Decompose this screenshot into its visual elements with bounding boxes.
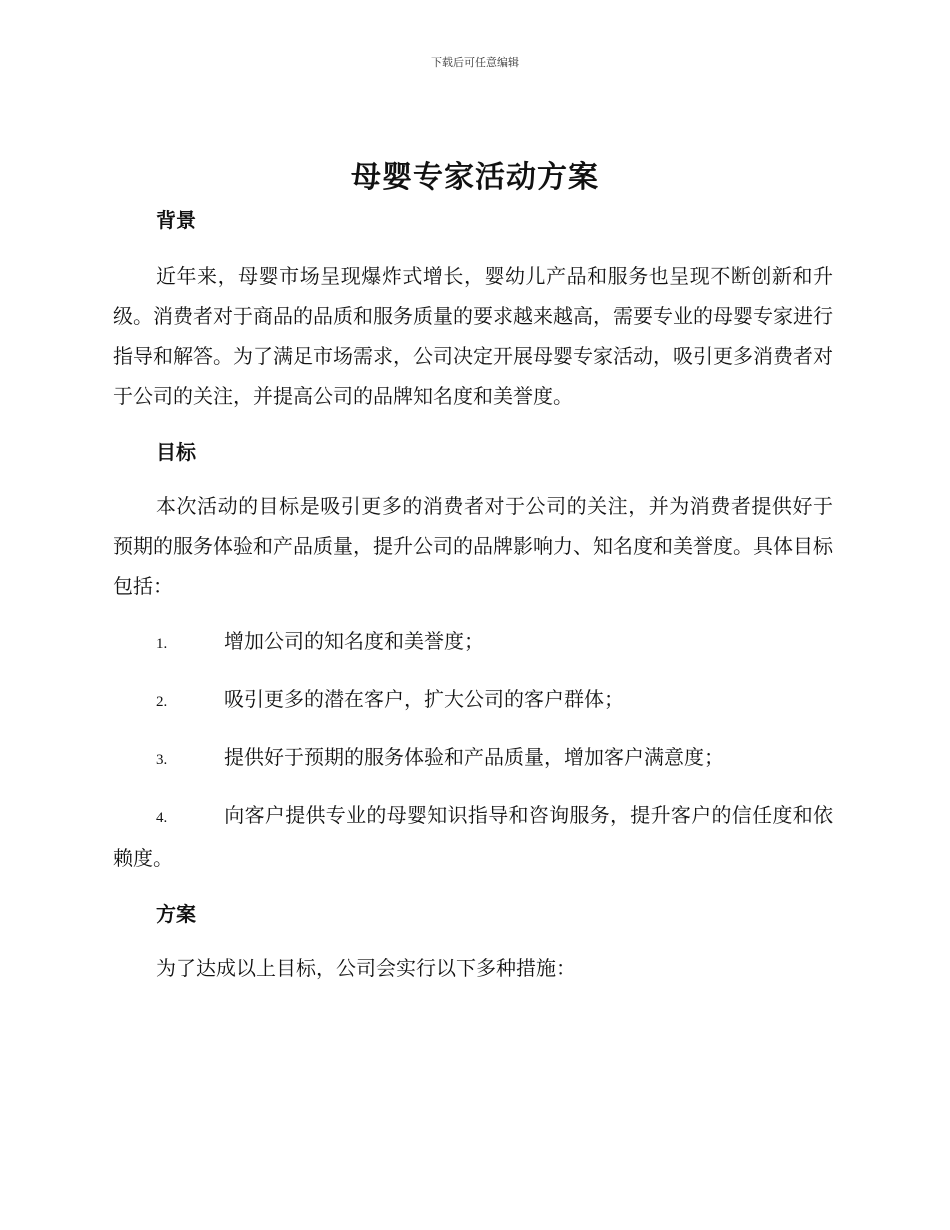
plan-paragraph: 为了达成以上目标，公司会实行以下多种措施： [156, 956, 576, 980]
document-body [113, 200, 833, 988]
list-item-text: 吸引更多的潜在客户，扩大公司的客户群体； [224, 687, 624, 711]
goals-list [113, 621, 833, 878]
page-header: 下载后可任意编辑 [431, 56, 519, 69]
list-item [113, 679, 833, 722]
list-item-text: 向客户提供专业的母婴知识指导和咨询服务，提升客户的信任度和依赖度。 [113, 803, 833, 870]
section-heading-plan: 方案 [156, 902, 196, 926]
section-heading-goals: 目标 [156, 440, 196, 464]
list-item-text: 增加公司的知名度和美誉度； [224, 629, 484, 653]
list-number: 1. [156, 636, 168, 652]
section-heading-background: 背景 [156, 208, 196, 232]
list-item [113, 621, 833, 664]
list-number: 3. [156, 752, 168, 768]
goals-paragraph: 本次活动的目标是吸引更多的消费者对于公司的关注，并为消费者提供好于预期的服务体验和产品质量，提升公司的品牌影响力、知名度和美誉度。具体目标包括： [113, 494, 833, 598]
list-number: 4. [156, 810, 168, 826]
list-item [113, 795, 833, 878]
background-paragraph: 近年来，母婴市场呈现爆炸式增长，婴幼儿产品和服务也呈现不断创新和升级。消费者对于商品的品质和服务质量的要求越来越高，需要专业的母婴专家进行指导和解答。为了满足市场需求，公司决定开展母婴专家活动，吸引更多消费者对于公司的关注，并提高公司的品牌知名度和美誉度。 [113, 264, 833, 408]
list-item [113, 737, 833, 780]
list-item-text: 提供好于预期的服务体验和产品质量，增加客户满意度； [224, 745, 724, 769]
list-number: 2. [156, 694, 168, 710]
document-title: 母婴专家活动方案 [351, 160, 599, 195]
